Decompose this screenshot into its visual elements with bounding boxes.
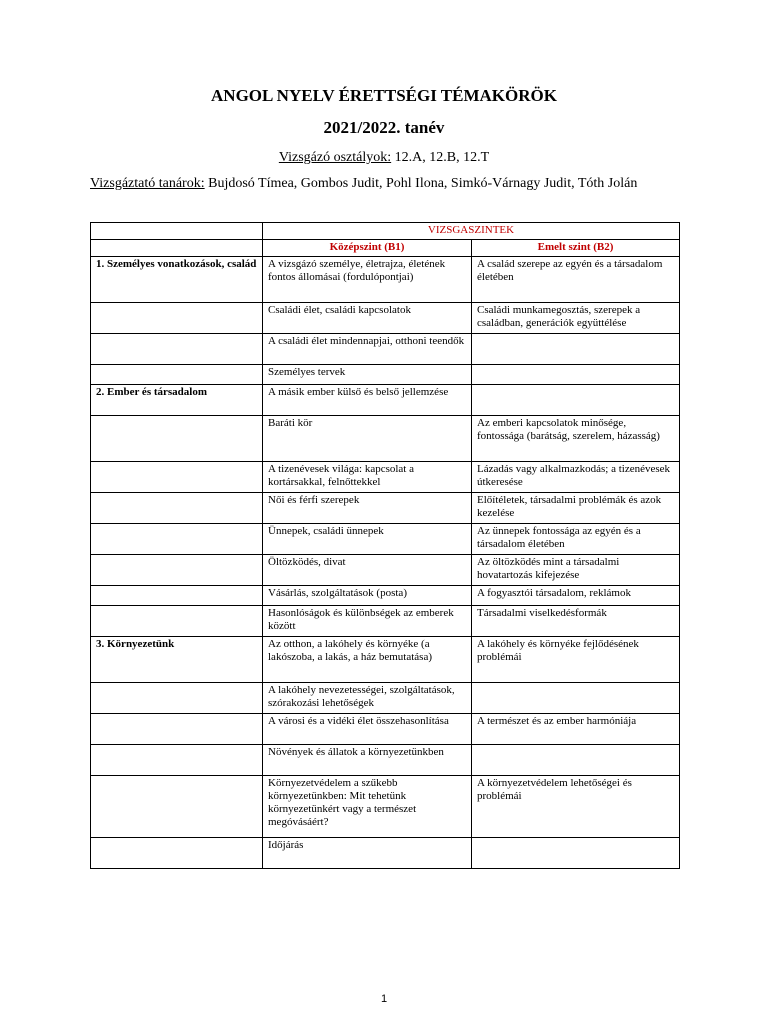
- high-level-topic: A lakóhely és környéke fejlődésének problémái: [472, 637, 680, 683]
- table-row: [91, 493, 680, 524]
- section-blank-cell: [91, 303, 263, 334]
- high-level-topic: A család szerepe az egyén és a társadalom életében: [472, 257, 680, 303]
- high-level-topic: Társadalmi viselkedésformák: [472, 606, 680, 637]
- high-level-topic: A fogyasztói társadalom, reklámok: [472, 586, 680, 606]
- table-row: [91, 257, 680, 303]
- teachers-value: Bujdosó Tímea, Gombos Judit, Pohl Ilona, Simkó-Várnagy Judit, Tóth Jolán: [208, 176, 638, 191]
- mid-level-topic: Személyes tervek: [263, 365, 472, 385]
- document-title: ANGOL NYELV ÉRETTSÉGI TÉMAKÖRÖK: [211, 86, 557, 105]
- section-blank-cell: [91, 683, 263, 714]
- section-blank-cell: [91, 714, 263, 745]
- high-level-topic: A környezetvédelem lehetőségei és problémái: [472, 776, 680, 838]
- table-row: [91, 586, 680, 606]
- section-blank-cell: [91, 838, 263, 869]
- teachers-label: Vizsgáztató tanárok:: [90, 176, 205, 191]
- section-blank-cell: [91, 524, 263, 555]
- mid-level-topic: Környezetvédelem a szűkebb környezetünkben: Mit tehetünk környezetünkért vagy a természet megóvásáért?: [263, 776, 472, 838]
- table-row: [91, 524, 680, 555]
- section-blank-cell: [91, 416, 263, 462]
- high-level-topic: [472, 683, 680, 714]
- high-level-topic: Lázadás vagy alkalmazkodás; a tizenévesek útkeresése: [472, 462, 680, 493]
- exam-levels-header: VIZSGASZINTEK: [263, 223, 680, 240]
- high-level-header: Emelt szint (B2): [472, 240, 680, 257]
- classes-label: Vizsgázó osztályok:: [278, 150, 392, 165]
- table-row: [91, 714, 680, 745]
- mid-level-topic: A vizsgázó személye, életrajza, életének fontos állomásai (fordulópontjai): [263, 257, 472, 303]
- table-row: [91, 555, 680, 586]
- classes-line: [0, 150, 768, 166]
- table-row: [91, 745, 680, 776]
- section-blank-cell: [91, 776, 263, 838]
- topics-table: [90, 222, 680, 869]
- header-row-main: [91, 223, 680, 240]
- mid-level-topic: Vásárlás, szolgáltatások (posta): [263, 586, 472, 606]
- section-blank-cell: [91, 334, 263, 365]
- section-blank-cell: [91, 365, 263, 385]
- section-blank-cell: [91, 745, 263, 776]
- mid-level-topic: Hasonlóságok és különbségek az emberek között: [263, 606, 472, 637]
- high-level-topic: [472, 365, 680, 385]
- header-row-levels: [91, 240, 680, 257]
- mid-level-topic: A lakóhely nevezetességei, szolgáltatások, szórakozási lehetőségek: [263, 683, 472, 714]
- page-number: 1: [380, 993, 388, 1005]
- high-level-topic: Előítéletek, társadalmi problémák és azok kezelése: [472, 493, 680, 524]
- high-level-topic: [472, 745, 680, 776]
- section-blank-cell: [91, 493, 263, 524]
- school-year: 2021/2022. tanév: [323, 118, 445, 137]
- section-title-cell: 1. Személyes vonatkozások, család: [91, 257, 263, 303]
- high-level-topic: Az emberi kapcsolatok minősége, fontossága (barátság, szerelem, házasság): [472, 416, 680, 462]
- mid-level-header: Középszint (B1): [263, 240, 472, 257]
- header-empty-cell: [91, 223, 263, 240]
- section-title-cell: 3. Környezetünk: [91, 637, 263, 683]
- high-level-topic: Az öltözködés mint a társadalmi hovatartozás kifejezése: [472, 555, 680, 586]
- mid-level-topic: Baráti kör: [263, 416, 472, 462]
- table-row: [91, 606, 680, 637]
- section-title-cell: 2. Ember és társadalom: [91, 385, 263, 416]
- header-empty-cell: [91, 240, 263, 257]
- mid-level-topic: A másik ember külső és belső jellemzése: [263, 385, 472, 416]
- table-row: [91, 334, 680, 365]
- mid-level-topic: Növények és állatok a környezetünkben: [263, 745, 472, 776]
- high-level-topic: [472, 838, 680, 869]
- mid-level-topic: Az otthon, a lakóhely és környéke (a lakószoba, a lakás, a ház bemutatása): [263, 637, 472, 683]
- table-row: [91, 776, 680, 838]
- high-level-topic: Családi munkamegosztás, szerepek a családban, generációk együttélése: [472, 303, 680, 334]
- mid-level-topic: Ünnepek, családi ünnepek: [263, 524, 472, 555]
- mid-level-topic: A tizenévesek világa: kapcsolat a kortársakkal, felnőttekkel: [263, 462, 472, 493]
- classes-value: 12.A, 12.B, 12.T: [394, 150, 490, 165]
- high-level-topic: A természet és az ember harmóniája: [472, 714, 680, 745]
- high-level-topic: [472, 334, 680, 365]
- table-row: [91, 303, 680, 334]
- table-row: [91, 838, 680, 869]
- section-blank-cell: [91, 555, 263, 586]
- section-blank-cell: [91, 606, 263, 637]
- table-row: [91, 385, 680, 416]
- table-row: [91, 416, 680, 462]
- table-row: [91, 365, 680, 385]
- high-level-topic: [472, 385, 680, 416]
- high-level-topic: Az ünnepek fontossága az egyén és a társadalom életében: [472, 524, 680, 555]
- section-blank-cell: [91, 462, 263, 493]
- section-blank-cell: [91, 586, 263, 606]
- mid-level-topic: A városi és a vidéki élet összehasonlítása: [263, 714, 472, 745]
- teachers-line: [90, 176, 637, 192]
- mid-level-topic: Családi élet, családi kapcsolatok: [263, 303, 472, 334]
- table-row: [91, 462, 680, 493]
- mid-level-topic: Női és férfi szerepek: [263, 493, 472, 524]
- table-row: [91, 683, 680, 714]
- table-row: [91, 637, 680, 683]
- mid-level-topic: Öltözködés, divat: [263, 555, 472, 586]
- mid-level-topic: A családi élet mindennapjai, otthoni teendők: [263, 334, 472, 365]
- mid-level-topic: Időjárás: [263, 838, 472, 869]
